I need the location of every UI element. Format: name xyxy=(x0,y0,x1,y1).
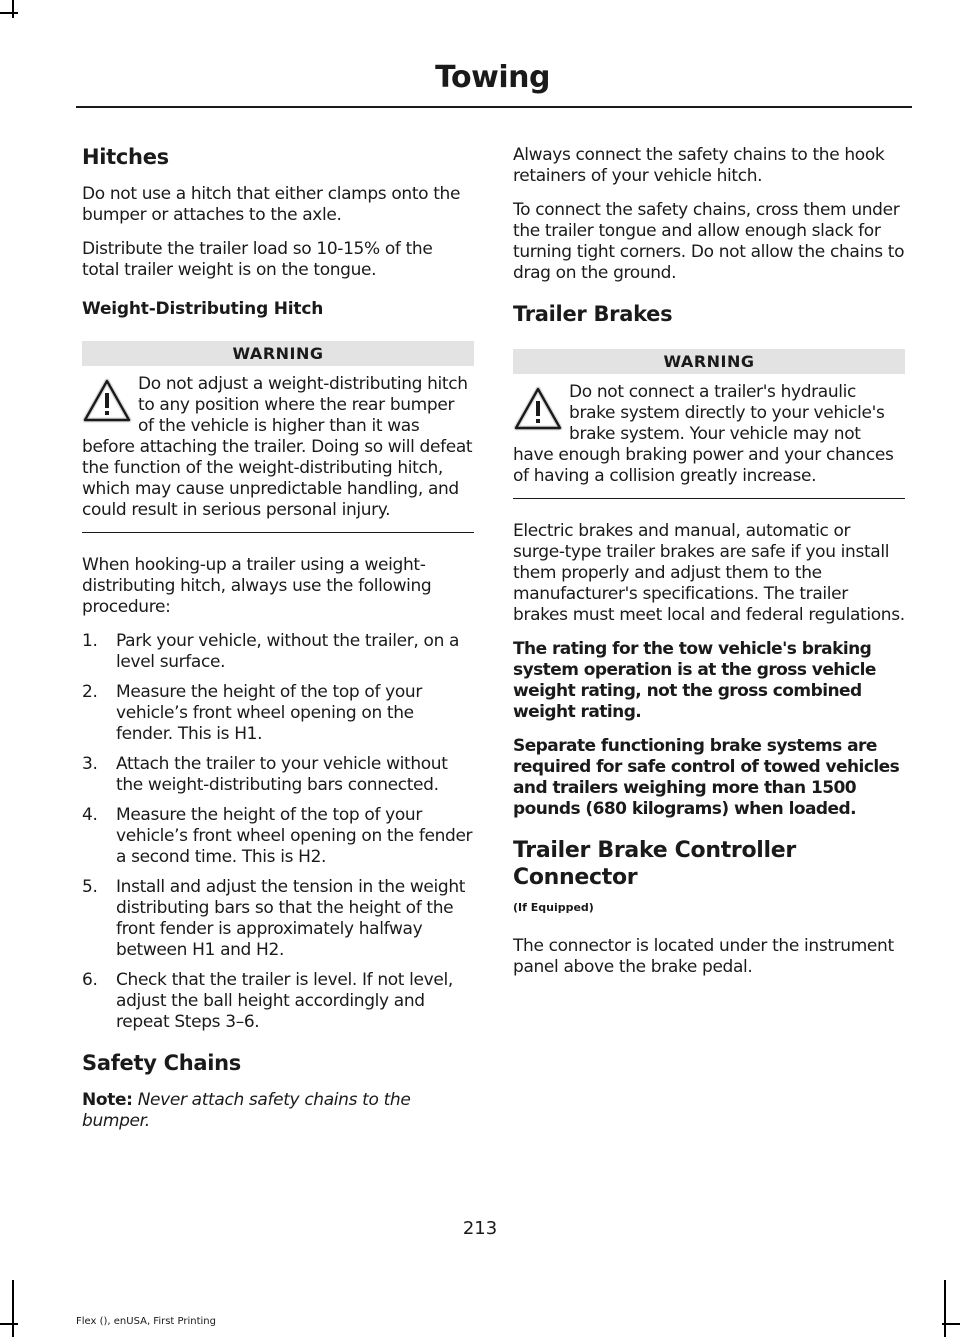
list-item: 3. Attach the trailer to your vehicle without the weight-distributing bars connected. xyxy=(82,754,448,796)
brakes-warning-box xyxy=(513,349,905,499)
list-item: 2. Measure the height of the top of your vehicle’s front wheel opening on the fender. This is H1. xyxy=(82,682,422,745)
crop-mark xyxy=(942,1323,960,1325)
warning-text: Do not connect a trailer's hydraulic brake system directly to your vehicle's brake system. Your vehicle may not have enough braking power and your chances of having a collision greatly increase. xyxy=(513,382,894,487)
header-rule xyxy=(76,106,912,108)
warning-body xyxy=(513,382,905,499)
hitches-paragraph-1: Do not use a hitch that either clamps onto the bumper or attaches to the axle. xyxy=(82,184,461,226)
warning-triangle-icon xyxy=(82,378,132,424)
connector-paragraph: The connector is located under the instrument panel above the brake pedal. xyxy=(513,935,894,977)
warning-text: Do not adjust a weight-distributing hitch to any position where the rear bumper of the vehicle is higher than it was before attaching the trailer. Doing so will defeat the function of the weight-distributing hitch, which may cause unpredictable handling, and could result in serious personal injury. xyxy=(82,374,473,521)
crop-mark xyxy=(12,1280,14,1337)
hitches-paragraph-2: Distribute the trailer load so 10-15% of the total trailer weight is on the tongue. xyxy=(82,239,433,281)
left-column xyxy=(82,145,474,1145)
safety-note xyxy=(82,1090,474,1132)
hitches-heading: Hitches xyxy=(82,145,169,169)
trailer-brakes-heading: Trailer Brakes xyxy=(513,302,673,326)
list-item: 1. Park your vehicle, without the trailer, on a level surface. xyxy=(82,631,460,673)
note-label: Note: xyxy=(82,1090,133,1111)
procedure-intro: When hooking-up a trailer using a weight-distributing hitch, always use the following procedure: xyxy=(82,555,432,618)
page-number: 213 xyxy=(462,1218,498,1239)
warning-triangle-icon xyxy=(513,386,563,432)
warning-label: WARNING xyxy=(513,349,905,374)
weight-distributing-hitch-heading: Weight-Distributing Hitch xyxy=(82,299,324,320)
warning-label: WARNING xyxy=(82,341,474,366)
list-item: 5. Install and adjust the tension in the weight distributing bars so that the height of the front fender is approximately halfway between H1 and H2. xyxy=(82,877,466,961)
list-item: 4. Measure the height of the top of your vehicle’s front wheel opening on the fender a second time. This is H2. xyxy=(82,805,473,868)
right-column xyxy=(513,145,905,991)
crop-mark xyxy=(0,1323,18,1325)
if-equipped-label: (If Equipped) xyxy=(513,900,594,914)
braking-rating-note: The rating for the tow vehicle's braking system operation is at the gross vehicle weight rating, not the gross combined weight rating. xyxy=(513,639,876,723)
procedure-steps xyxy=(82,631,474,1033)
list-item: 6. Check that the trailer is level. If not level, adjust the ball height accordingly and repeat Steps 3–6. xyxy=(82,970,453,1033)
brakes-paragraph: Electric brakes and manual, automatic or surge-type trailer brakes are safe if you install them properly and adjust them to the manufacturer's specifications. The trailer brakes must meet local and federal regulations. xyxy=(513,521,905,626)
chains-paragraph-1: Always connect the safety chains to the hook retainers of your vehicle hitch. xyxy=(513,145,885,186)
controller-connector-heading: Trailer Brake Controller Connector xyxy=(513,838,796,890)
chains-paragraph-2: To connect the safety chains, cross them under the trailer tongue and allow enough slack for turning tight corners. Do not allow the chains to drag on the ground. xyxy=(513,200,905,283)
crop-mark xyxy=(12,0,14,18)
hitch-warning-box xyxy=(82,341,474,533)
crop-mark xyxy=(0,12,18,14)
warning-body xyxy=(82,374,474,533)
crop-mark xyxy=(944,1280,946,1337)
note-text: Never attach safety chains to the bumper. xyxy=(82,1090,411,1132)
page-header-title: Towing xyxy=(435,60,550,95)
separate-brakes-note: Separate functioning brake systems are required for safe control of towed vehicles and trailers weighing more than 1500 pounds (680 kilograms) when loaded. xyxy=(513,736,900,820)
safety-chains-heading: Safety Chains xyxy=(82,1051,241,1076)
footer-text: Flex (), enUSA, First Printing xyxy=(76,1316,216,1327)
